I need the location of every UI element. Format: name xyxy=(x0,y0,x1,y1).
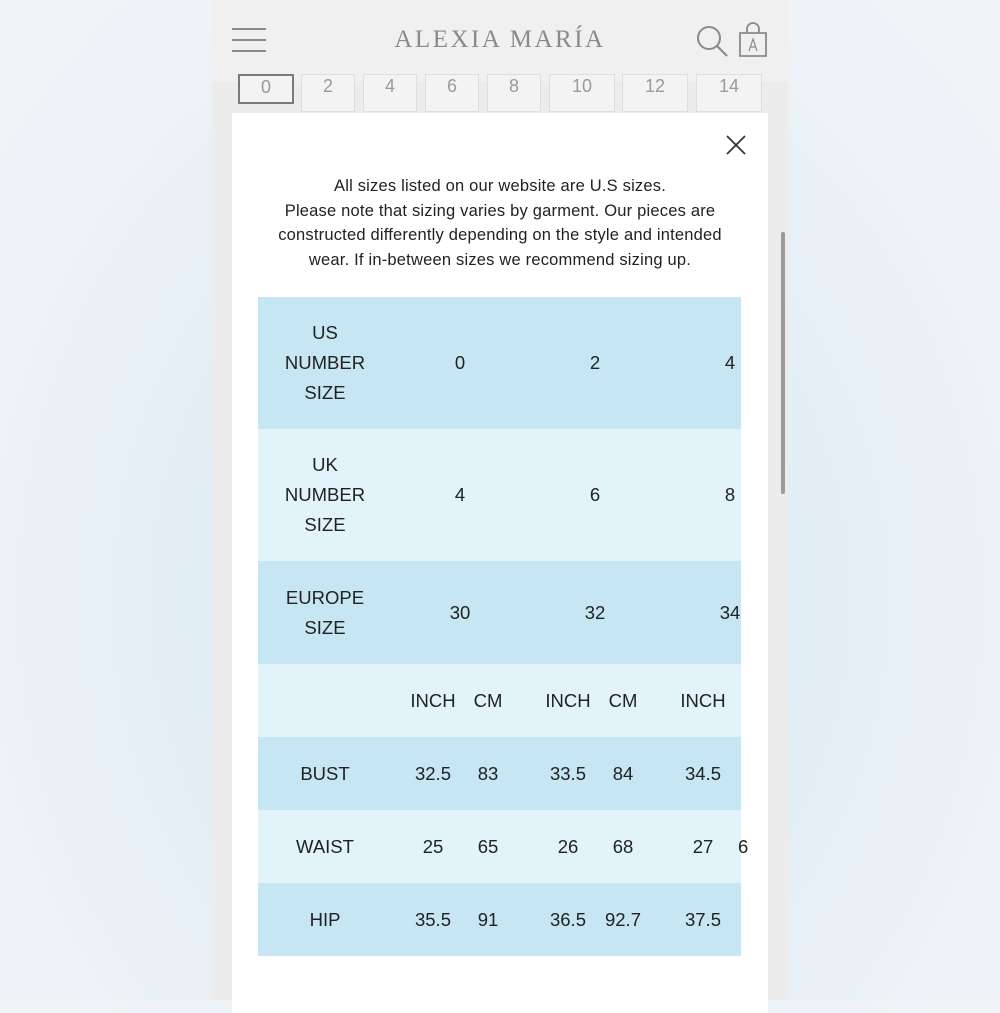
intro-line: wear. If in-between sizes we recommend sizing up. xyxy=(308,250,692,269)
table-cell: 4 xyxy=(724,352,736,373)
mobile-viewport xyxy=(212,0,788,1000)
table-cell: 91 xyxy=(477,908,499,930)
size-option-0[interactable]: 0 xyxy=(238,74,294,104)
size-option-12[interactable]: 12 xyxy=(622,74,688,112)
size-chart-table[interactable] xyxy=(258,297,749,956)
table-cell: 65 xyxy=(477,835,499,857)
table-row-europe-size xyxy=(258,561,741,664)
table-cell: 8 xyxy=(724,484,736,505)
modal-scrollbar[interactable] xyxy=(781,232,785,494)
table-cell: CM xyxy=(473,689,503,711)
row-label: EUROPE SIZE xyxy=(285,586,365,638)
table-cell: 37.5 xyxy=(684,908,721,930)
table-cell: 26 xyxy=(557,835,579,857)
table-row-units xyxy=(258,664,741,737)
table-cell: 32 xyxy=(584,601,606,623)
intro-line: Please note that sizing varies by garment. Our pieces are xyxy=(284,201,716,220)
table-cell: 32.5 xyxy=(414,762,451,784)
size-selector xyxy=(212,76,788,114)
table-cell: 36.5 xyxy=(549,908,586,930)
size-option-8[interactable]: 8 xyxy=(487,74,541,112)
row-label: UK NUMBER SIZE xyxy=(284,454,366,535)
search-icon[interactable] xyxy=(695,24,729,58)
table-cell: 2 xyxy=(589,352,601,373)
intro-line: All sizes listed on our website are U.S sizes. xyxy=(334,177,666,195)
intro-line: constructed differently depending on the style and intended xyxy=(278,226,722,244)
size-option-14[interactable]: 14 xyxy=(696,74,762,112)
table-cell: 25 xyxy=(422,835,444,857)
size-guide-intro xyxy=(252,174,748,272)
table-cell: INCH xyxy=(545,689,591,711)
shopping-bag-icon[interactable] xyxy=(737,22,769,58)
row-label: WAIST xyxy=(296,835,354,857)
table-cell: 6 xyxy=(738,835,749,857)
table-cell: CM xyxy=(608,689,638,711)
size-option-6[interactable]: 6 xyxy=(425,74,479,112)
table-cell: 34.5 xyxy=(684,762,721,784)
table-cell: 35.5 xyxy=(414,908,451,930)
size-option-4[interactable]: 4 xyxy=(363,74,417,112)
table-cell: 84 xyxy=(612,762,634,784)
table-cell: INCH xyxy=(680,689,726,711)
table-cell: 33.5 xyxy=(549,762,586,784)
table-cell: 92.7 xyxy=(604,908,641,930)
table-cell: 68 xyxy=(612,835,634,857)
size-guide-modal xyxy=(232,113,768,1013)
row-label: BUST xyxy=(300,762,350,784)
size-option-10[interactable]: 10 xyxy=(549,74,615,112)
row-label: HIP xyxy=(309,908,341,930)
table-row-bust xyxy=(258,737,741,810)
table-cell: 0 xyxy=(454,352,466,373)
table-cell: 34 xyxy=(719,601,741,623)
table-cell: 30 xyxy=(449,601,471,623)
table-cell: INCH xyxy=(410,689,456,711)
close-icon[interactable] xyxy=(724,133,748,157)
row-label: US NUMBER SIZE xyxy=(284,322,366,403)
row-label xyxy=(258,664,392,737)
table-row-us-size xyxy=(258,297,741,429)
table-cell: 27 xyxy=(692,835,714,857)
table-row-uk-size xyxy=(258,429,741,561)
table-row-waist xyxy=(258,810,749,883)
table-cell: 4 xyxy=(454,484,466,505)
size-option-2[interactable]: 2 xyxy=(301,74,355,112)
table-cell: 6 xyxy=(589,484,601,505)
table-cell: 83 xyxy=(477,762,499,784)
brand-logo[interactable]: ALEXIA MARÍA xyxy=(394,26,606,53)
table-row-hip xyxy=(258,883,741,956)
site-header xyxy=(212,0,788,82)
